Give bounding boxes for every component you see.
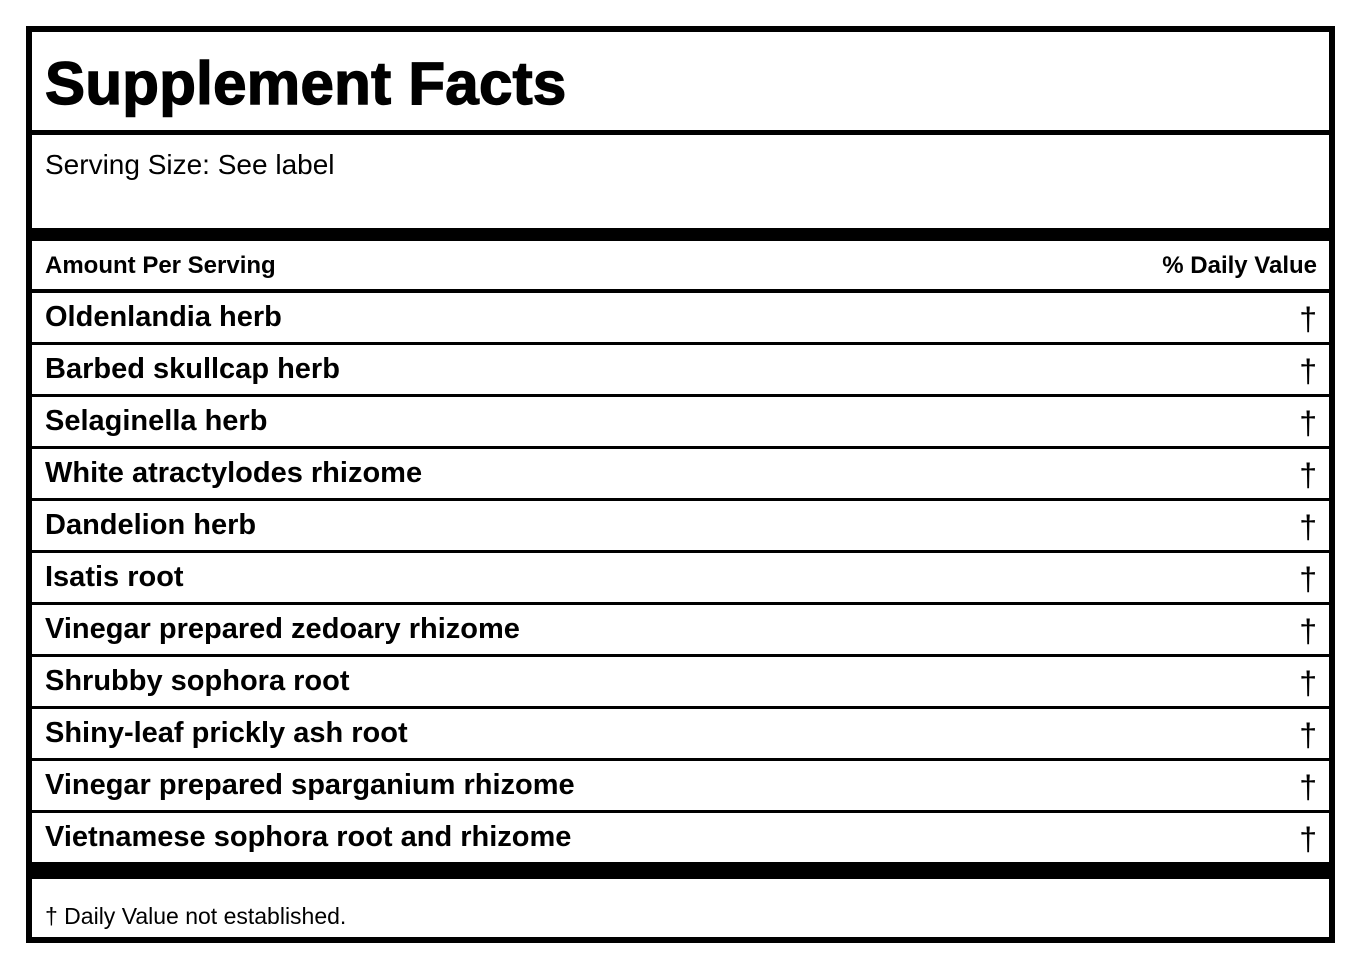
footer-divider: [32, 865, 1329, 879]
title-section: [32, 32, 1329, 135]
ingredient-name: Vinegar prepared sparganium rhizome: [45, 769, 575, 801]
ingredient-name: Vinegar prepared zedoary rhizome: [45, 613, 520, 645]
ingredient-name: Shrubby sophora root: [45, 665, 350, 697]
column-header-row: [32, 241, 1329, 293]
ingredient-name: Shiny-leaf prickly ash root: [45, 717, 408, 749]
ingredient-row: [32, 761, 1329, 813]
ingredient-row: [32, 813, 1329, 865]
ingredient-row: [32, 501, 1329, 553]
ingredient-row: [32, 397, 1329, 449]
dagger-mark: †: [1299, 821, 1317, 857]
dagger-mark: †: [1299, 301, 1317, 337]
amount-per-serving-header: Amount Per Serving: [45, 252, 276, 279]
dagger-mark: †: [1299, 613, 1317, 649]
dagger-mark: †: [1299, 717, 1317, 753]
serving-section: [32, 135, 1329, 241]
dagger-mark: †: [1299, 561, 1317, 597]
dagger-mark: †: [1299, 457, 1317, 493]
ingredient-name: Oldenlandia herb: [45, 301, 282, 333]
ingredient-list: [32, 293, 1329, 865]
panel-title: Supplement Facts: [45, 50, 567, 117]
ingredient-name: White atractylodes rhizome: [45, 457, 423, 489]
ingredient-row: [32, 657, 1329, 709]
ingredient-name: Isatis root: [45, 561, 184, 593]
footnote: † Daily Value not established.: [45, 903, 347, 929]
dagger-mark: †: [1299, 353, 1317, 389]
ingredient-row: [32, 553, 1329, 605]
dagger-mark: †: [1299, 509, 1317, 545]
dagger-mark: †: [1299, 665, 1317, 701]
serving-size: Serving Size: See label: [45, 149, 335, 180]
dagger-mark: †: [1299, 405, 1317, 441]
ingredient-row: [32, 449, 1329, 501]
ingredient-name: Dandelion herb: [45, 509, 257, 541]
supplement-facts-panel: [26, 26, 1335, 943]
ingredient-name: Selaginella herb: [45, 405, 268, 437]
ingredient-row: [32, 345, 1329, 397]
ingredient-row: [32, 293, 1329, 345]
ingredient-name: Barbed skullcap herb: [45, 353, 340, 385]
daily-value-header: % Daily Value: [1162, 252, 1317, 279]
ingredient-row: [32, 709, 1329, 761]
dagger-mark: †: [1299, 769, 1317, 805]
ingredient-row: [32, 605, 1329, 657]
ingredient-name: Vietnamese sophora root and rhizome: [45, 821, 572, 853]
